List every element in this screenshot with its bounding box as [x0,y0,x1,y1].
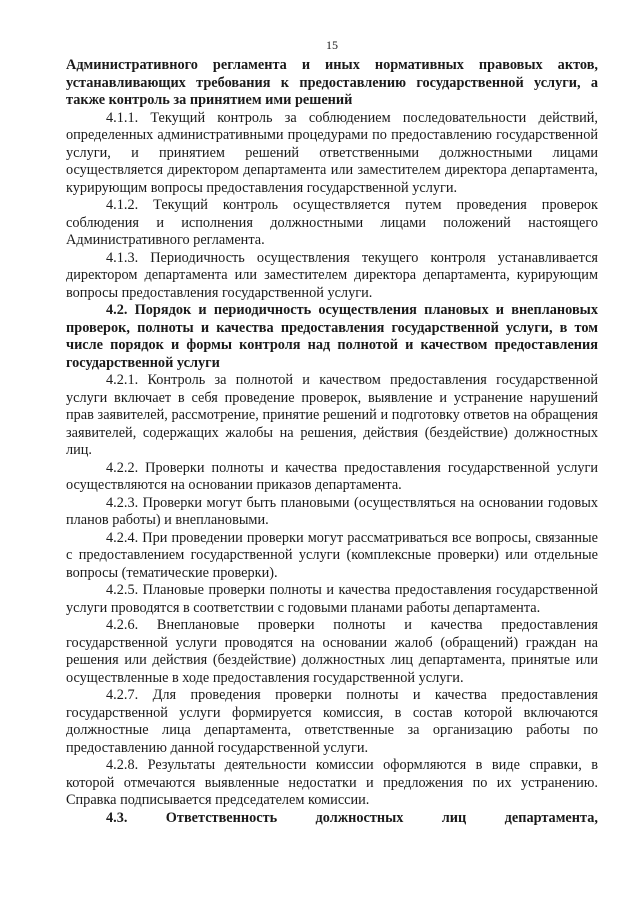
section-heading-4-2: 4.2. Порядок и периодичность осуществления плановых и внеплановых проверок, полноты и качества предоставления государственной услуги, в том числе порядок и формы контроля над полнотой и качеством предоставления государственной услуги [66,302,598,371]
paragraph-4-2-3: 4.2.3. Проверки могут быть плановыми (осуществляться на основании годовых планов работы) и внеплановыми. [66,494,598,528]
paragraph-4-2-6: 4.2.6. Внеплановые проверки полноты и качества предоставления государственной услуги проводятся на основании жалоб (обращений) граждан на решения или действия (бездействие) должностных лиц департамента, принятые или осуществленные в ходе предоставления государственной услуги. [66,617,598,686]
heading-word: 4.3. [106,809,128,826]
heading-word: департамента, [504,809,598,826]
section-heading-4-3 [66,810,598,828]
paragraph-4-2-5: 4.2.5. Плановые проверки полноты и качества предоставления государственной услуги проводятся в соответствии с годовыми планами работы департамента. [66,582,598,616]
heading-word: должностных [315,809,404,826]
heading-word: Ответственность [165,809,278,826]
paragraph-4-2-8: 4.2.8. Результаты деятельности комиссии оформляются в виде справки, в которой отмечаются выявленные недостатки и предложения по их устранению. Справка подписывается председателем комиссии. [66,757,598,808]
paragraph-4-2-4: 4.2.4. При проведении проверки могут рассматриваться все вопросы, связанные с предоставлением государственной услуги (комплексные проверки) или отдельные вопросы (тематические проверки). [66,529,598,581]
document-page [66,38,598,827]
paragraph-4-1-2: 4.1.2. Текущий контроль осуществляется путем проведения проверок соблюдения и исполнения должностными лицами положений настоящего Административного регламента. [66,197,598,248]
paragraph-4-1-1: 4.1.1. Текущий контроль за соблюдением последовательности действий, определенных административными процедурами по предоставлению государственной услуги, и принятием решений ответственными должностными лицами осуществляется директором департамента или заместителем директора департамента, курирующим вопросы предоставления государственной услуги. [66,109,598,196]
heading-word: лиц [441,809,467,826]
page-number: 15 [326,38,338,52]
paragraph-4-1-3: 4.1.3. Периодичность осуществления текущего контроля устанавливается директором департамента или заместителем директора департамента, курирующим вопросы предоставления государственной услуги. [66,249,598,301]
paragraph-4-2-7: 4.2.7. Для проведения проверки полноты и качества предоставления государственной услуги формируется комиссия, в состав которой включаются должностные лица департамента, ответственные за организацию работы по предоставлению данной государственной услуги. [66,687,598,756]
section-heading-continuation: Административного регламента и иных нормативных правовых актов, устанавливающих требования к предоставлению государственной услуги, а также контроль за принятием ими решений [66,57,598,108]
paragraph-4-2-1: 4.2.1. Контроль за полнотой и качеством предоставления государственной услуги включает в себя проведение проверок, выявление и устранение нарушений прав заявителей, рассмотрение, принятие решений и подготовку ответов на обращения заявителей, содержащих жалобы на решения, действия (бездействие) должностных лиц. [66,372,598,458]
paragraph-4-2-2: 4.2.2. Проверки полноты и качества предоставления государственной услуги осуществляются на основании приказов департамента. [66,459,598,493]
